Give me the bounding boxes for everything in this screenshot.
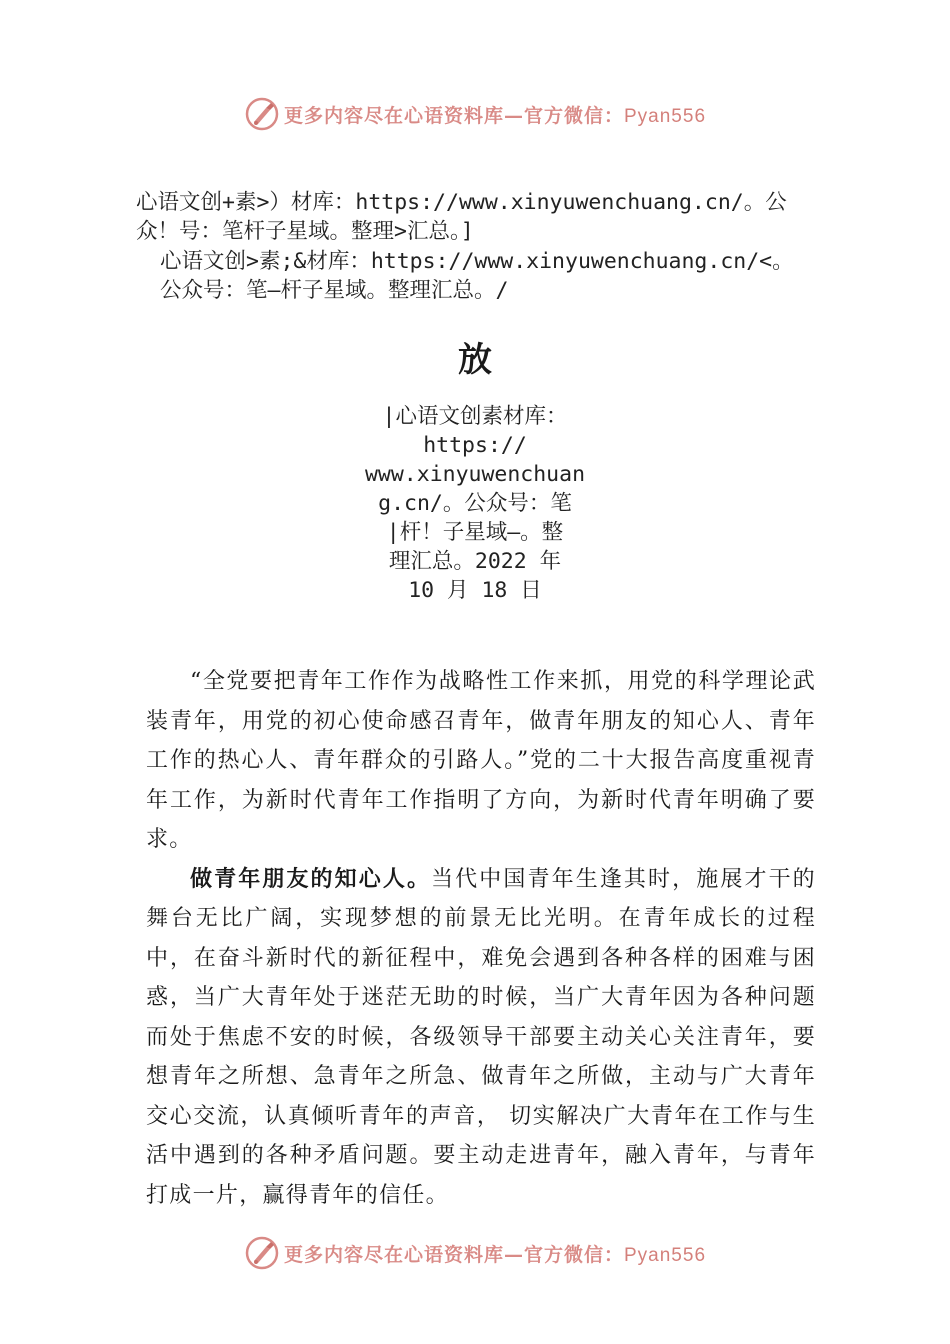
- source-note-line: www.xinyuwenchuan: [364, 462, 586, 487]
- source-note: [0, 402, 950, 605]
- source-note-line: 理汇总。2022 年: [388, 549, 562, 574]
- banner-text: 更多内容尽在心语资料库—官方微信：Pyan556: [283, 104, 707, 127]
- article-body: [146, 662, 816, 1215]
- watermark-block-2: [160, 247, 794, 305]
- watermark-line: 心语文创>素;&材库：https://www.xinyuwenchuang.cn/<。: [160, 249, 794, 274]
- source-note-line: |杆！子星域—。整: [386, 520, 564, 545]
- pen-nib-seal-icon: [244, 1235, 280, 1271]
- source-note-line: |心语文创素材库：: [382, 404, 568, 429]
- wechat-id: Pyan556: [624, 105, 707, 127]
- watermark-line: 公众号：笔—杆子星域。整理汇总。/: [160, 278, 509, 303]
- wechat-id: Pyan556: [624, 1244, 707, 1266]
- paragraph-heading: 做青年朋友的知心人。: [190, 866, 432, 892]
- pen-nib-seal-icon: [244, 96, 280, 132]
- header-banner: [0, 92, 950, 136]
- paragraph-1: “全党要把青年工作作为战略性工作来抓，用党的科学理论武装青年，用党的初心使命感召青年，做青年朋友的知心人、青年工作的热心人、青年群众的引路人。”党的二十大报告高度重视青年工作，为新时代青年工作指明了方向，为新时代青年明确了要求。: [146, 669, 816, 852]
- page-title: 放: [458, 340, 492, 380]
- source-note-date: 10 月 18 日: [408, 578, 542, 603]
- watermark-block-1: [136, 188, 787, 246]
- source-note-line: g.cn/。公众号：笔: [378, 491, 572, 516]
- banner-text: 更多内容尽在心语资料库—官方微信：Pyan556: [283, 1243, 707, 1266]
- paragraph-2: [146, 860, 816, 1216]
- footer-banner: [0, 1231, 950, 1275]
- watermark-line: 众！号：笔杆子星域。整理>汇总。]: [136, 219, 474, 244]
- source-note-line: https://: [423, 433, 527, 458]
- watermark-line: 心语文创+素>）材库：https://www.xinyuwenchuang.cn/。公: [136, 190, 787, 215]
- paragraph-text: 当代中国青年生逢其时，施展才干的舞台无比广阔，实现梦想的前景无比光明。在青年成长的过程中，在奋斗新时代的新征程中，难免会遇到各种各样的困难与困惑，当广大青年处于迷茫无助的时候，当广大青年因为各种问题而处于焦虑不安的时候，各级领导干部要主动关心关注青年，要想青年之所想、急青年之所急、做青年之所做，主动与广大青年交心交流，认真倾听青年的声音， 切实解决广大青年在工作与生活中遇到的各种矛盾问题。要主动走进青年，融入青年，与青年打成一片，赢得青年的信任。: [146, 866, 816, 1208]
